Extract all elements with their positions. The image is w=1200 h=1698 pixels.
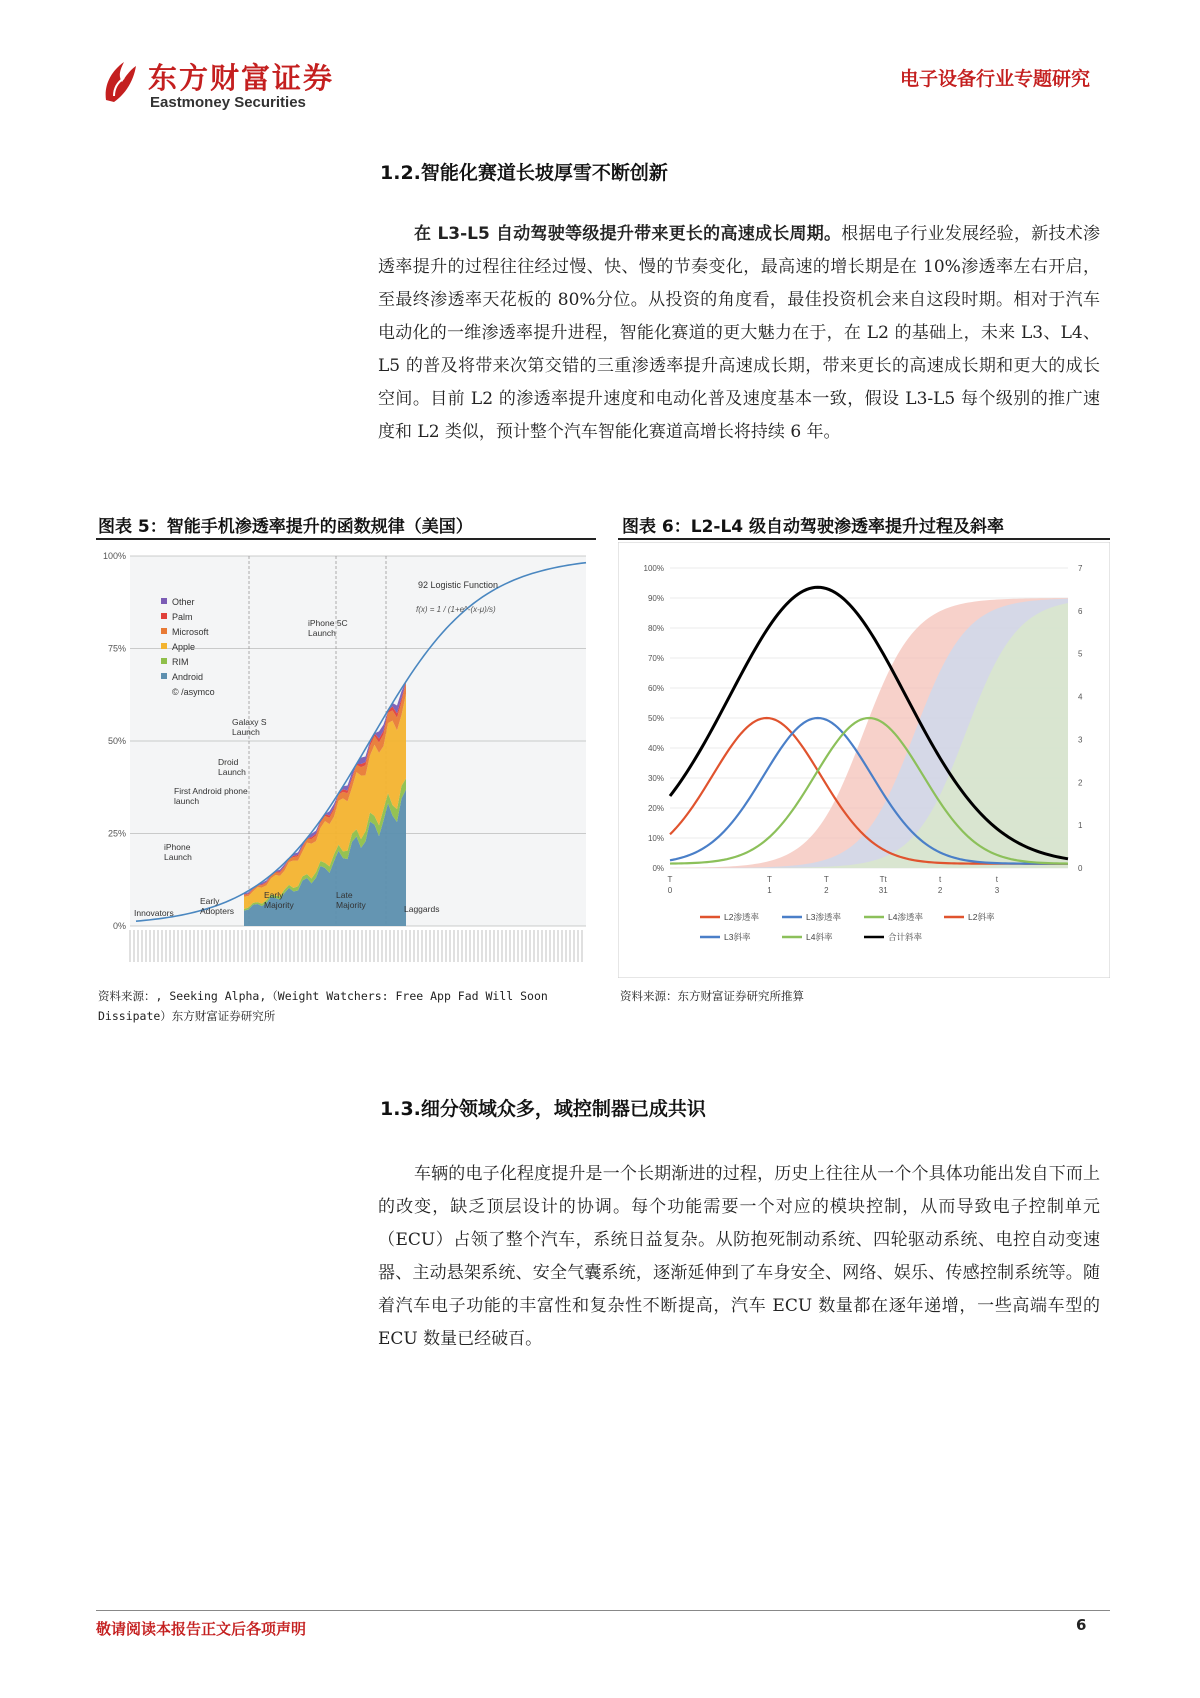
annotation-line: launch (174, 796, 200, 806)
legend-label: 合计斜率 (888, 932, 923, 942)
legend-label: L4渗透率 (888, 912, 923, 922)
segment-label: Majority (264, 900, 294, 910)
legend-swatch (161, 658, 167, 664)
annotation-line: iPhone (164, 842, 191, 852)
y-tick-label: 100% (102, 551, 126, 561)
segment-label: Late (336, 890, 353, 900)
section-heading-1-3: 1.3.细分领域众多，域控制器已成共识 (380, 1098, 706, 1120)
y-right-tick-label: 0 (1078, 864, 1083, 873)
footer-divider (96, 1610, 1110, 1611)
legend-label: © /asymco (172, 687, 215, 697)
x-tick-label: T (823, 875, 829, 884)
y-left-tick-label: 60% (647, 684, 664, 693)
y-left-tick-label: 0% (652, 864, 664, 873)
x-tick-label: 1 (767, 886, 772, 895)
legend-label: L2渗透率 (724, 912, 759, 922)
segment-label: Adopters (200, 906, 235, 916)
paragraph-lead: 在 L3-L5 自动驾驶等级提升带来更长的高速成长周期。 (414, 224, 842, 244)
segment-label: Innovators (134, 908, 174, 918)
legend-swatch (161, 643, 167, 649)
segment-label: Majority (336, 900, 366, 910)
annotation-line: Launch (218, 767, 246, 777)
y-right-tick-label: 2 (1078, 778, 1083, 788)
figure-6-source: 资料来源：东方财富证券研究所推算 (620, 989, 804, 1003)
y-left-tick-label: 80% (647, 624, 664, 633)
y-right-tick-label: 7 (1078, 564, 1083, 573)
legend-label: Other (172, 597, 195, 607)
y-right-tick-label: 5 (1078, 649, 1083, 659)
x-tick-label: 31 (878, 886, 888, 895)
x-tick-label: T (767, 875, 772, 884)
y-left-tick-label: 10% (647, 834, 664, 843)
x-tick-label: T (667, 875, 673, 884)
report-type: 电子设备行业专题研究 (899, 68, 1090, 90)
x-tick-label: Tt (879, 875, 887, 884)
legend-swatch (161, 598, 167, 604)
annotation-line: Galaxy S (232, 717, 267, 727)
legend-label: L4斜率 (806, 932, 833, 942)
legend-label: RIM (172, 657, 189, 667)
figure-6-rule (618, 538, 1110, 540)
x-tick-label: 3 (994, 886, 1000, 895)
y-left-tick-label: 70% (647, 654, 664, 663)
logo-english-name: Eastmoney Securities (150, 94, 306, 111)
y-left-tick-label: 50% (647, 714, 664, 723)
annotation-line: Droid (218, 757, 239, 767)
y-tick-label: 75% (107, 643, 126, 654)
legend-label: L2斜率 (968, 912, 995, 922)
logo-chinese-name: 东方财富证券 (148, 61, 335, 95)
y-left-tick-label: 100% (643, 564, 664, 573)
y-right-tick-label: 4 (1078, 692, 1083, 702)
annotation-line: iPhone 5C (308, 618, 348, 628)
y-left-tick-label: 90% (647, 594, 664, 603)
section-heading-1-2: 1.2.智能化赛道长坡厚雪不断创新 (380, 162, 668, 184)
figure-6-chart (618, 542, 1110, 978)
figure-5-chart (96, 542, 596, 984)
annotation-line: Launch (308, 628, 336, 638)
eastmoney-logo-icon (100, 56, 140, 104)
annotation-line: Launch (232, 727, 260, 737)
page-number: 6 (1076, 1616, 1087, 1634)
y-left-tick-label: 40% (647, 744, 664, 753)
x-tick-label: 2 (824, 886, 829, 895)
function-formula: f(x) = 1 / (1+e^-(x-μ)/s) (416, 605, 496, 614)
figure-5-rule (96, 538, 596, 540)
legend-label: Apple (172, 642, 196, 652)
segment-label: Early (264, 890, 284, 900)
footer-disclaimer: 敬请阅读本报告正文后各项声明 (96, 1620, 307, 1638)
y-tick-label: 50% (107, 736, 126, 746)
y-right-tick-label: 3 (1078, 735, 1083, 745)
y-tick-label: 0% (112, 921, 126, 931)
x-tick-label: 2 (937, 886, 943, 895)
segment-label: Early (200, 896, 220, 906)
figure-5-title: 图表 5：智能手机渗透率提升的函数规律（美国） (98, 517, 473, 537)
legend-label: Microsoft (172, 627, 209, 637)
y-right-tick-label: 1 (1078, 821, 1083, 831)
y-right-tick-label: 6 (1078, 606, 1083, 616)
x-tick-label: t (938, 875, 942, 884)
annotation-line: Launch (164, 852, 192, 862)
legend-label: L3渗透率 (806, 912, 841, 922)
annotation-line: First Android phone (174, 786, 248, 796)
legend-swatch (161, 613, 167, 619)
legend-label: Android (172, 672, 204, 682)
section-1-2-paragraph (378, 218, 1100, 449)
legend-swatch (161, 673, 167, 679)
segment-label: Laggards (404, 904, 440, 914)
paragraph-body: 根据电子行业发展经验，新技术渗透率提升的过程往往经过慢、快、慢的节奏变化，最高速的增长期是在 10%渗透率左右开启，至最终渗透率天花板的 80%分位。从投资的角度看，最佳投资机会来自这段时期。相对于汽车电动化的一维渗透率提升进程，智能化赛道的更大魅力在于，在 L2 的基础上，未来 L3、L4、L5 的普及将带来次第交错的三重渗透率提升高速成长期，带来更长的高速成长期和更大的成长空间。目前 L2 的渗透率提升速度和电动化普及速度基本一致，假设 L3-L5 每个级别的推广速度和 L2 类似，预计整个汽车智能化赛道高增长将持续 6 年。 (378, 224, 1100, 442)
y-tick-label: 25% (107, 828, 126, 839)
legend-label: Palm (172, 612, 193, 622)
x-tick-label: t (995, 875, 999, 884)
legend-label: L3斜率 (724, 932, 751, 942)
section-1-3-paragraph: 车辆的电子化程度提升是一个长期渐进的过程，历史上往往从一个个具体功能出发自下而上的改变，缺乏顶层设计的协调。每个功能需要一个对应的模块控制，从而导致电子控制单元（ECU）占领了整个汽车，系统日益复杂。从防抱死制动系统、四轮驱动系统、电控自动变速器、主动悬架系统、安全气囊系统，逐渐延伸到了车身安全、网络、娱乐、传感控制系统等。随着汽车电子功能的丰富性和复杂性不断提高，汽车 ECU 数量都在逐年递增，一些高端车型的 ECU 数量已经破百。 (378, 1164, 1100, 1349)
function-label: 92 Logistic Function (418, 580, 499, 590)
figure-6-title: 图表 6：L2-L4 级自动驾驶渗透率提升过程及斜率 (622, 517, 1005, 537)
y-left-tick-label: 30% (647, 774, 664, 783)
x-tick-label: 0 (667, 886, 673, 895)
legend-swatch (161, 628, 167, 634)
y-left-tick-label: 20% (647, 804, 664, 813)
figure-5-source: 资料来源：, Seeking Alpha,（Weight Watchers: Free App Fad Will Soon Dissipate）东方财富证券研究所 (98, 989, 548, 1023)
